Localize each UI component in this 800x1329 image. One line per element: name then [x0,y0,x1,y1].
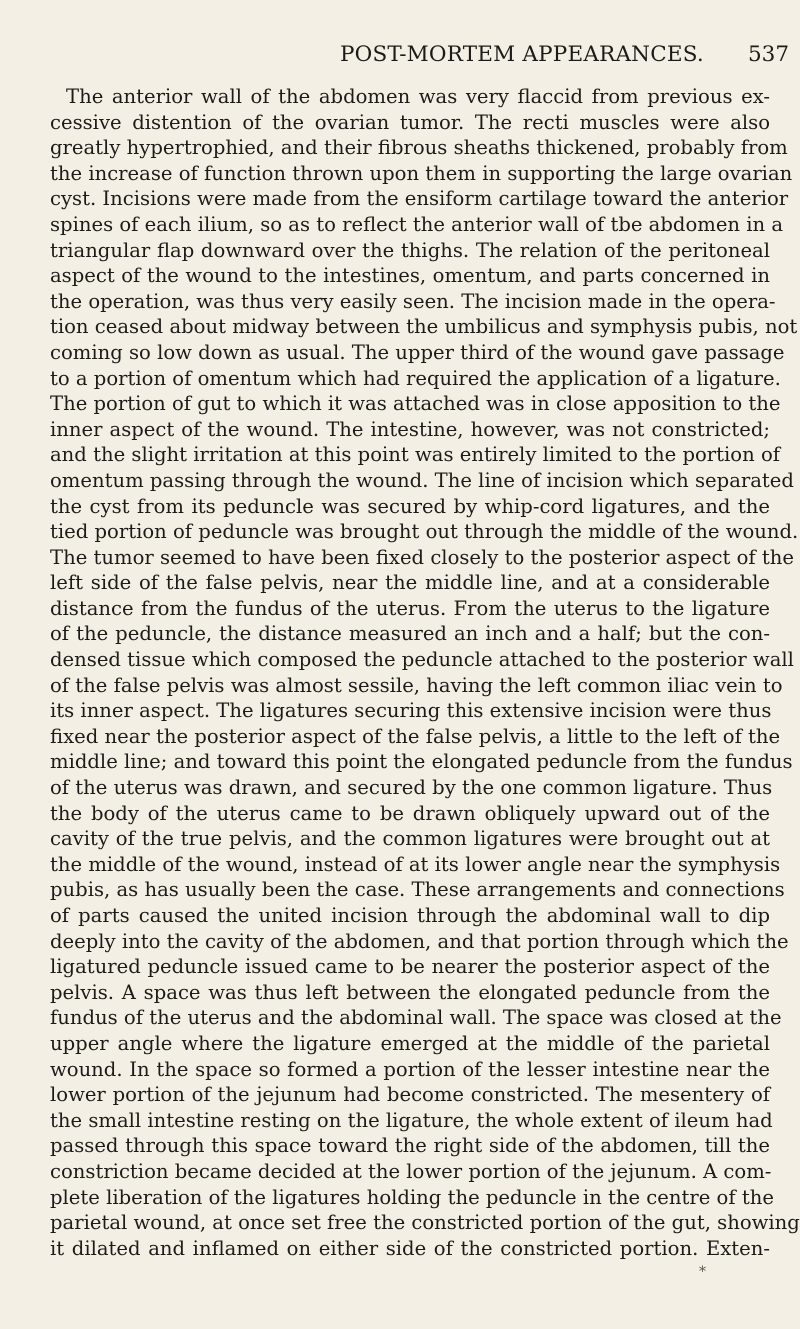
text-line: the small intestine resting on the ligature, the whole extent of ileum had [50,1108,773,1132]
text-line: spines of each ilium, so as to reflect the anterior wall of tbe abdomen in a [50,212,784,236]
text-line: pelvis. A space was thus left between the elongated peduncle from the [50,980,770,1004]
text-line: upper angle where the ligature emerged at the middle of the parietal [50,1031,770,1055]
text-line: wound. In the space so formed a portion of the lesser intestine near the [50,1057,770,1081]
text-line: passed through this space toward the right side of the abdomen, till the [50,1134,770,1158]
text-line: The tumor seemed to have been fixed closely to the posterior aspect of the [50,545,794,569]
text-line: constriction became decided at the lower portion of the jejunum. A com- [50,1159,772,1183]
text-line: of the false pelvis was almost sessile, having the left common iliac vein to [50,673,783,697]
text-line: The anterior wall of the abdomen was very flaccid from previous ex- [66,85,770,108]
body-text [50,84,800,1261]
text-line: the cyst from its peduncle was secured by whip-cord ligatures, and the [50,494,770,518]
text-line: parietal wound, at once set free the constricted portion of the gut, showing [50,1211,800,1235]
text-line: of the uterus was drawn, and secured by the one common ligature. Thus [50,776,773,800]
text-line: left side of the false pelvis, near the middle line, and at a considerable [50,571,770,595]
running-head: POST-MORTEM APPEARANCES. [340,42,704,67]
text-line: of parts caused the united incision through the abdominal wall to dip [50,904,770,927]
text-line: the operation, was thus very easily seen. The incision made in the opera- [50,289,776,313]
text-line: densed tissue which composed the peduncle attached to the posterior wall [50,648,794,672]
page-number: 537 [748,42,790,67]
text-line: omentum passing through the wound. The line of incision which separated [50,468,794,492]
text-line: ligatured peduncle issued came to be nearer the posterior aspect of the [50,955,770,979]
text-line: of the peduncle, the distance measured an inch and a half; but the con- [50,622,770,646]
text-line: triangular flap downward over the thighs. The relation of the peritoneal [50,238,770,262]
text-line: to a portion of omentum which had required the application of a ligature. [50,366,781,390]
text-line: tied portion of peduncle was brought out through the middle of the wound. [50,520,799,544]
text-line: cessive distention of the ovarian tumor. The recti muscles were also [50,110,770,134]
text-line: aspect of the wound to the intestines, omentum, and parts concerned in [50,264,770,288]
text-line: fundus of the uterus and the abdominal wall. The space was closed at the [50,1006,782,1030]
text-line: middle line; and toward this point the elongated peduncle from the fundus [50,750,793,774]
text-line: lower portion of the jejunum had become constricted. The mesentery of [50,1083,770,1107]
text-line: tion ceased about midway between the umbilicus and symphysis pubis, not [50,315,798,339]
text-line: greatly hypertrophied, and their fibrous sheaths thickened, probably from [50,136,788,160]
text-line: cyst. Incisions were made from the ensiform cartilage toward the anterior [50,187,789,211]
text-line: cavity of the true pelvis, and the common ligatures were brought out at [50,827,770,851]
text-line: distance from the fundus of the uterus. From the uterus to the ligature [50,596,770,620]
text-line: deeply into the cavity of the abdomen, and that portion through which the [50,929,789,953]
text-line: inner aspect of the wound. The intestine, however, was not constricted; [50,417,770,441]
text-line: fixed near the posterior aspect of the false pelvis, a little to the left of the [50,724,781,748]
text-line: plete liberation of the ligatures holding the peduncle in the centre of the [50,1185,774,1209]
text-line: and the slight irritation at this point was entirely limited to the portion of [50,443,780,467]
printer-mark: * [699,1264,706,1280]
text-line: pubis, as has usually been the case. These arrangements and connections [50,878,785,902]
text-line: The portion of gut to which it was attached was in close apposition to the [50,392,781,416]
text-line: the middle of the wound, instead of at its lower angle near the symphysis [50,852,781,876]
text-line: coming so low down as usual. The upper third of the wound gave passage [50,340,785,364]
text-line: the increase of function thrown upon them in supporting the large ovarian [50,161,793,185]
text-line: its inner aspect. The ligatures securing this extensive incision were thus [50,699,772,723]
text-line: it dilated and inflamed on either side of the constricted portion. Exten- [50,1236,770,1260]
text-line: the body of the uterus came to be drawn obliquely upward out of the [50,801,770,825]
